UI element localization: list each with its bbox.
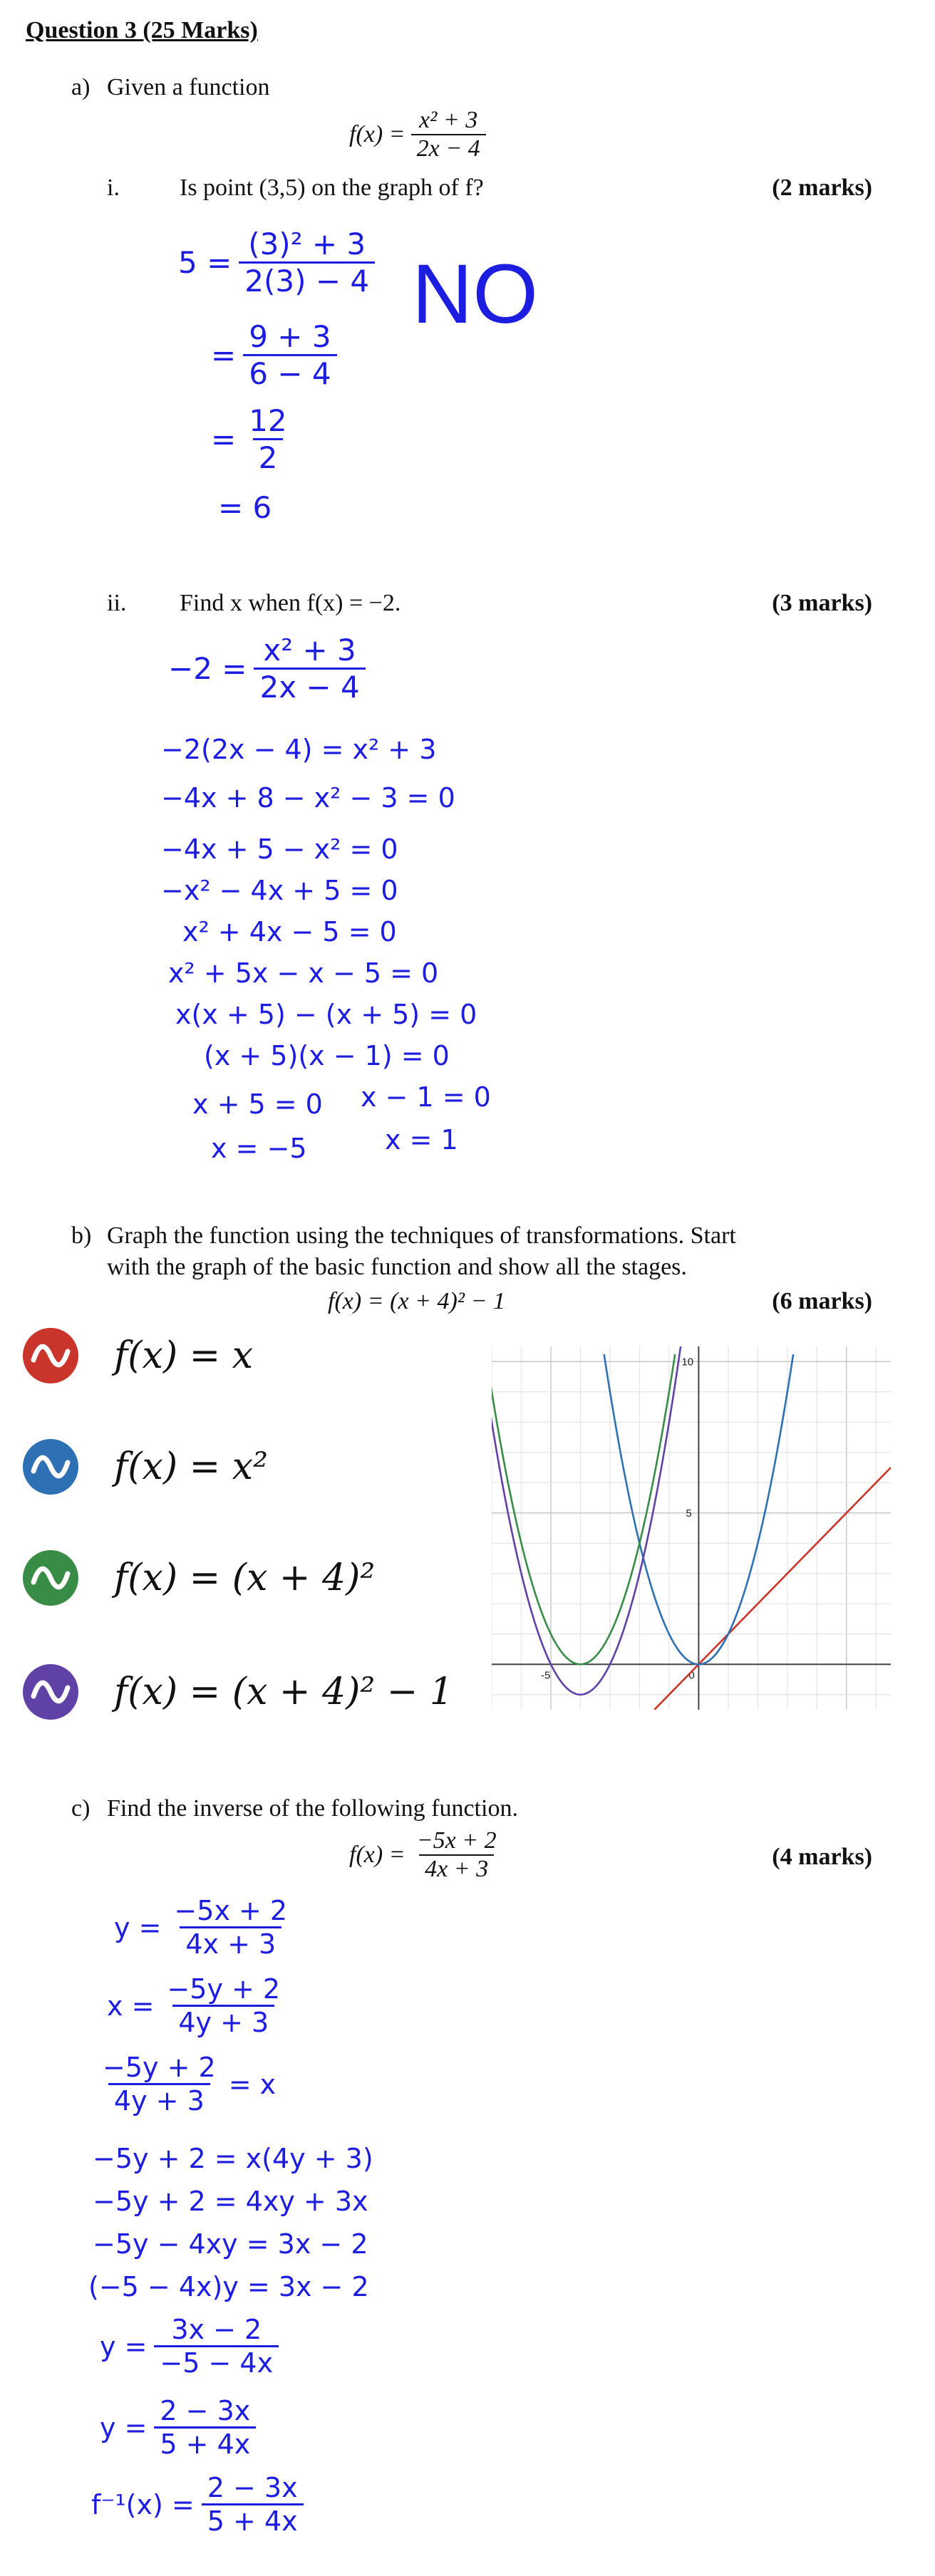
legend-label: f(x) = x² [114,1445,268,1488]
part-b-function: f(x) = (x + 4)² − 1 [328,1288,505,1314]
function-denominator: 2x − 4 [411,134,486,162]
work-c-step1 [114,1895,293,1960]
work-lhs: 5 = [178,245,232,280]
work-numerator: −5x + 2 [174,1895,288,1926]
work-aii-line: x(x + 5) − (x + 5) = 0 [175,999,477,1030]
part-b-text-line2: with the graph of the basic function and show all the stages. [107,1254,687,1280]
work-denominator: 4y + 3 [172,2005,274,2038]
work-ai-step1 [178,227,375,298]
work-numerator: x² + 3 [263,633,356,668]
desmos-wave-icon [23,1550,78,1606]
part-a-ii-marks: (3 marks) [772,590,872,616]
work-equals: = [211,422,237,457]
function-graph[interactable] [492,1346,891,1710]
work-rhs: = x [228,2068,277,2100]
part-b-text-line1: Graph the function using the techniques of transformations. Start [107,1222,736,1249]
work-numerator: 2 − 3x [160,2395,251,2426]
work-aii-root2b: x = 1 [385,1124,458,1155]
work-denominator: 2x − 4 [254,668,365,705]
x-tick-label: -5 [540,1669,551,1682]
work-denominator: 5 + 4x [154,2426,256,2460]
legend-label: f(x) = x [114,1334,254,1377]
work-aii-root2a: x − 1 = 0 [361,1081,491,1113]
work-denominator: 2(3) − 4 [239,261,375,298]
work-numerator: 9 + 3 [249,319,331,354]
work-c-line: (−5 − 4x)y = 3x − 2 [88,2271,369,2302]
work-denominator: 6 − 4 [243,354,336,391]
work-aii-line: −4x + 5 − x² = 0 [161,833,398,865]
work-c-step6 [91,2472,304,2537]
work-denominator: 4y + 3 [108,2083,210,2117]
part-c-text: Find the inverse of the following function. [107,1795,518,1822]
desmos-wave-icon [23,1664,78,1720]
work-numerator: −5y + 2 [167,1973,281,2005]
legend-row-3[interactable] [23,1550,375,1606]
question-title: Question 3 (25 Marks) [26,17,258,43]
function-numerator: −5x + 2 [416,1827,497,1854]
work-c-step3 [97,2052,276,2117]
series-line [654,1468,891,1710]
work-lhs: f⁻¹(x) = [91,2488,195,2520]
series-line [492,1354,675,1664]
part-a-i-question: Is point (3,5) on the graph of f? [180,175,484,201]
desmos-wave-icon [23,1328,78,1383]
part-b-label: b) [71,1222,92,1249]
work-equals: = [211,338,237,373]
work-lhs: y = [100,2411,148,2443]
legend-row-4[interactable] [23,1664,453,1720]
work-ai-step3 [211,403,293,475]
work-lhs: x = [107,1990,155,2022]
work-aii-line: x² + 4x − 5 = 0 [182,916,397,947]
part-a-label: a) [71,74,91,100]
function-numerator: x² + 3 [419,107,478,133]
work-lhs: y = [100,2330,148,2362]
part-a-i-label: i. [107,175,120,201]
function-denominator: 4x + 3 [419,1854,494,1883]
work-c-line: −5y + 2 = 4xy + 3x [93,2186,368,2217]
series-line [492,1346,681,1695]
work-c-line: −5y − 4xy = 3x − 2 [93,2228,368,2260]
part-c-function [349,1827,502,1883]
work-lhs: y = [114,1911,162,1943]
work-ai-step4: = 6 [218,490,272,525]
legend-row-2[interactable] [23,1439,268,1495]
part-a-intro: Given a function [107,74,270,100]
part-a-function [349,107,486,162]
work-aii-line: −x² − 4x + 5 = 0 [161,875,398,906]
part-a-ii-question: Find x when f(x) = −2. [180,590,401,616]
x-tick-label: 0 [688,1669,695,1682]
work-numerator: 12 [249,403,287,438]
work-aii-line: (x + 5)(x − 1) = 0 [204,1040,450,1071]
work-denominator: 4x + 3 [180,1926,281,1960]
work-ai-step2 [211,319,337,391]
part-a-ii-label: ii. [107,590,127,616]
work-aii-line: −2(2x − 4) = x² + 3 [161,734,437,765]
work-numerator: −5y + 2 [103,2052,216,2083]
work-lhs: −2 = [168,651,247,686]
work-aii-root1a: x + 5 = 0 [192,1089,323,1120]
y-tick-label: 5 [686,1507,692,1520]
work-numerator: 2 − 3x [207,2472,298,2503]
work-c-step5 [100,2395,256,2460]
work-c-step4 [100,2314,279,2379]
work-aii-line: −4x + 8 − x² − 3 = 0 [161,782,455,814]
work-denominator: −5 − 4x [154,2345,279,2379]
work-numerator: (3)² + 3 [248,227,366,261]
work-denominator: 2 [253,438,284,475]
work-denominator: 5 + 4x [202,2503,304,2537]
legend-label: f(x) = (x + 4)² [114,1557,376,1599]
desmos-wave-icon [23,1439,78,1495]
work-aii-step1 [168,633,366,705]
function-lhs: f(x) = [349,121,405,147]
work-c-step2 [107,1973,286,2038]
part-c-marks: (4 marks) [772,1844,872,1870]
y-tick-label: 10 [681,1356,694,1368]
part-c-label: c) [71,1795,91,1822]
work-numerator: 3x − 2 [171,2314,262,2345]
work-c-line: −5y + 2 = x(4y + 3) [93,2143,373,2174]
work-aii-root1b: x = −5 [211,1133,307,1164]
part-a-i-marks: (2 marks) [772,175,872,201]
legend-row-1[interactable] [23,1328,253,1383]
legend-label: f(x) = (x + 4)² − 1 [114,1671,453,1713]
answer-no: NO [412,247,538,341]
function-lhs: f(x) = [349,1842,405,1868]
work-aii-line: x² + 5x − x − 5 = 0 [168,957,439,989]
part-b-marks: (6 marks) [772,1288,872,1314]
